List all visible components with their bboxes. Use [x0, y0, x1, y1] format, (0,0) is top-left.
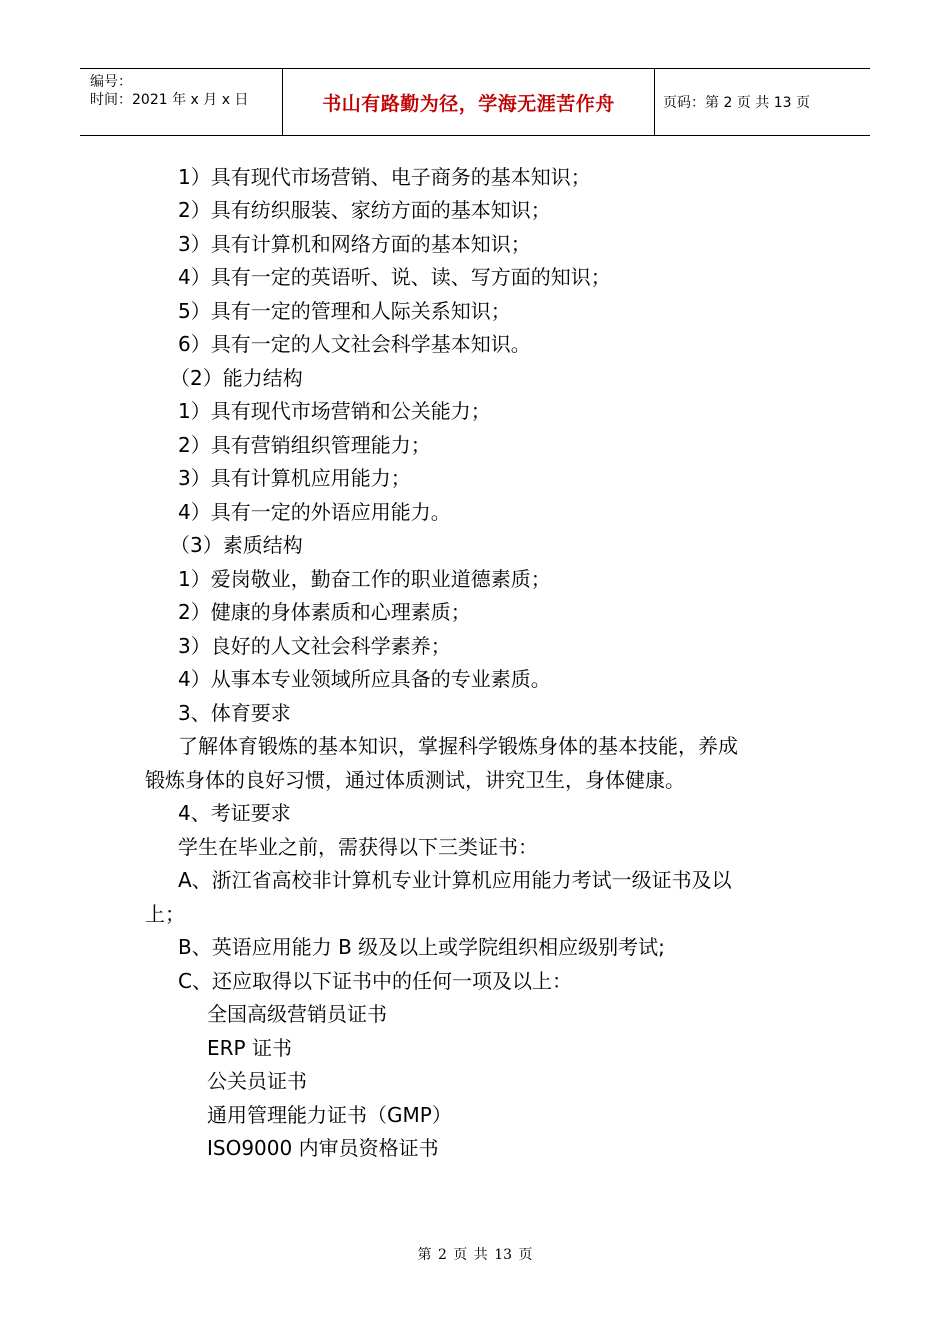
- knowledge-item-5: 5）具有一定的管理和人际关系知识；: [178, 299, 511, 323]
- certificate-c: C、还应取得以下证书中的任何一项及以上：: [178, 969, 572, 993]
- section-heading-pe: 3、体育要求: [178, 701, 291, 725]
- knowledge-item-1: 1）具有现代市场营销、电子商务的基本知识；: [178, 165, 591, 189]
- pe-paragraph-line-2: 锻炼身体的良好习惯，通过体质测试，讲究卫生，身体健康。: [145, 768, 685, 792]
- page-header: [80, 68, 870, 136]
- header-page-cell: [655, 69, 870, 135]
- header-motto-cell: [282, 69, 655, 135]
- knowledge-item-3: 3）具有计算机和网络方面的基本知识；: [178, 232, 531, 256]
- certificate-option-2: ERP 证书: [207, 1036, 292, 1060]
- certificate-option-3: 公关员证书: [207, 1069, 307, 1093]
- header-page-info: 页码：第 2 页 共 13 页: [663, 95, 810, 111]
- section-heading-ability: （2）能力结构: [170, 366, 303, 390]
- section-heading-certificates: 4、考证要求: [178, 801, 291, 825]
- knowledge-item-4: 4）具有一定的英语听、说、读、写方面的知识；: [178, 265, 611, 289]
- certificates-intro: 学生在毕业之前，需获得以下三类证书：: [178, 835, 538, 859]
- quality-item-4: 4）从事本专业领域所应具备的专业素质。: [178, 667, 551, 691]
- certificate-a-line-1: A、浙江省高校非计算机专业计算机应用能力考试一级证书及以: [178, 868, 732, 892]
- document-time-label: 时间：2021 年 x 月 x 日: [90, 92, 249, 108]
- document-code-label: 编号：: [90, 74, 132, 90]
- certificate-option-5: ISO9000 内审员资格证书: [207, 1136, 439, 1160]
- pe-paragraph-line-1: 了解体育锻炼的基本知识，掌握科学锻炼身体的基本技能，养成: [178, 734, 738, 758]
- certificate-b: B、英语应用能力 B 级及以上或学院组织相应级别考试;: [178, 935, 665, 959]
- page-footer: 第 2 页 共 13 页: [417, 1247, 533, 1263]
- knowledge-item-2: 2）具有纺织服装、家纺方面的基本知识；: [178, 198, 551, 222]
- ability-item-1: 1）具有现代市场营销和公关能力；: [178, 399, 491, 423]
- knowledge-item-6: 6）具有一定的人文社会科学基本知识。: [178, 332, 531, 356]
- ability-item-4: 4）具有一定的外语应用能力。: [178, 500, 451, 524]
- quality-item-2: 2）健康的身体素质和心理素质；: [178, 600, 471, 624]
- quality-item-3: 3）良好的人文社会科学素养；: [178, 634, 451, 658]
- certificate-option-4: 通用管理能力证书（GMP）: [207, 1103, 452, 1127]
- ability-item-3: 3）具有计算机应用能力；: [178, 466, 411, 490]
- header-motto: 书山有路勤为径，学海无涯苦作舟: [322, 93, 615, 115]
- quality-item-1: 1）爱岗敬业，勤奋工作的职业道德素质；: [178, 567, 551, 591]
- ability-item-2: 2）具有营销组织管理能力；: [178, 433, 431, 457]
- certificate-option-1: 全国高级营销员证书: [207, 1002, 387, 1026]
- certificate-a-line-2: 上；: [145, 902, 185, 926]
- header-info-cell: [80, 69, 282, 135]
- section-heading-quality: （3）素质结构: [170, 533, 303, 557]
